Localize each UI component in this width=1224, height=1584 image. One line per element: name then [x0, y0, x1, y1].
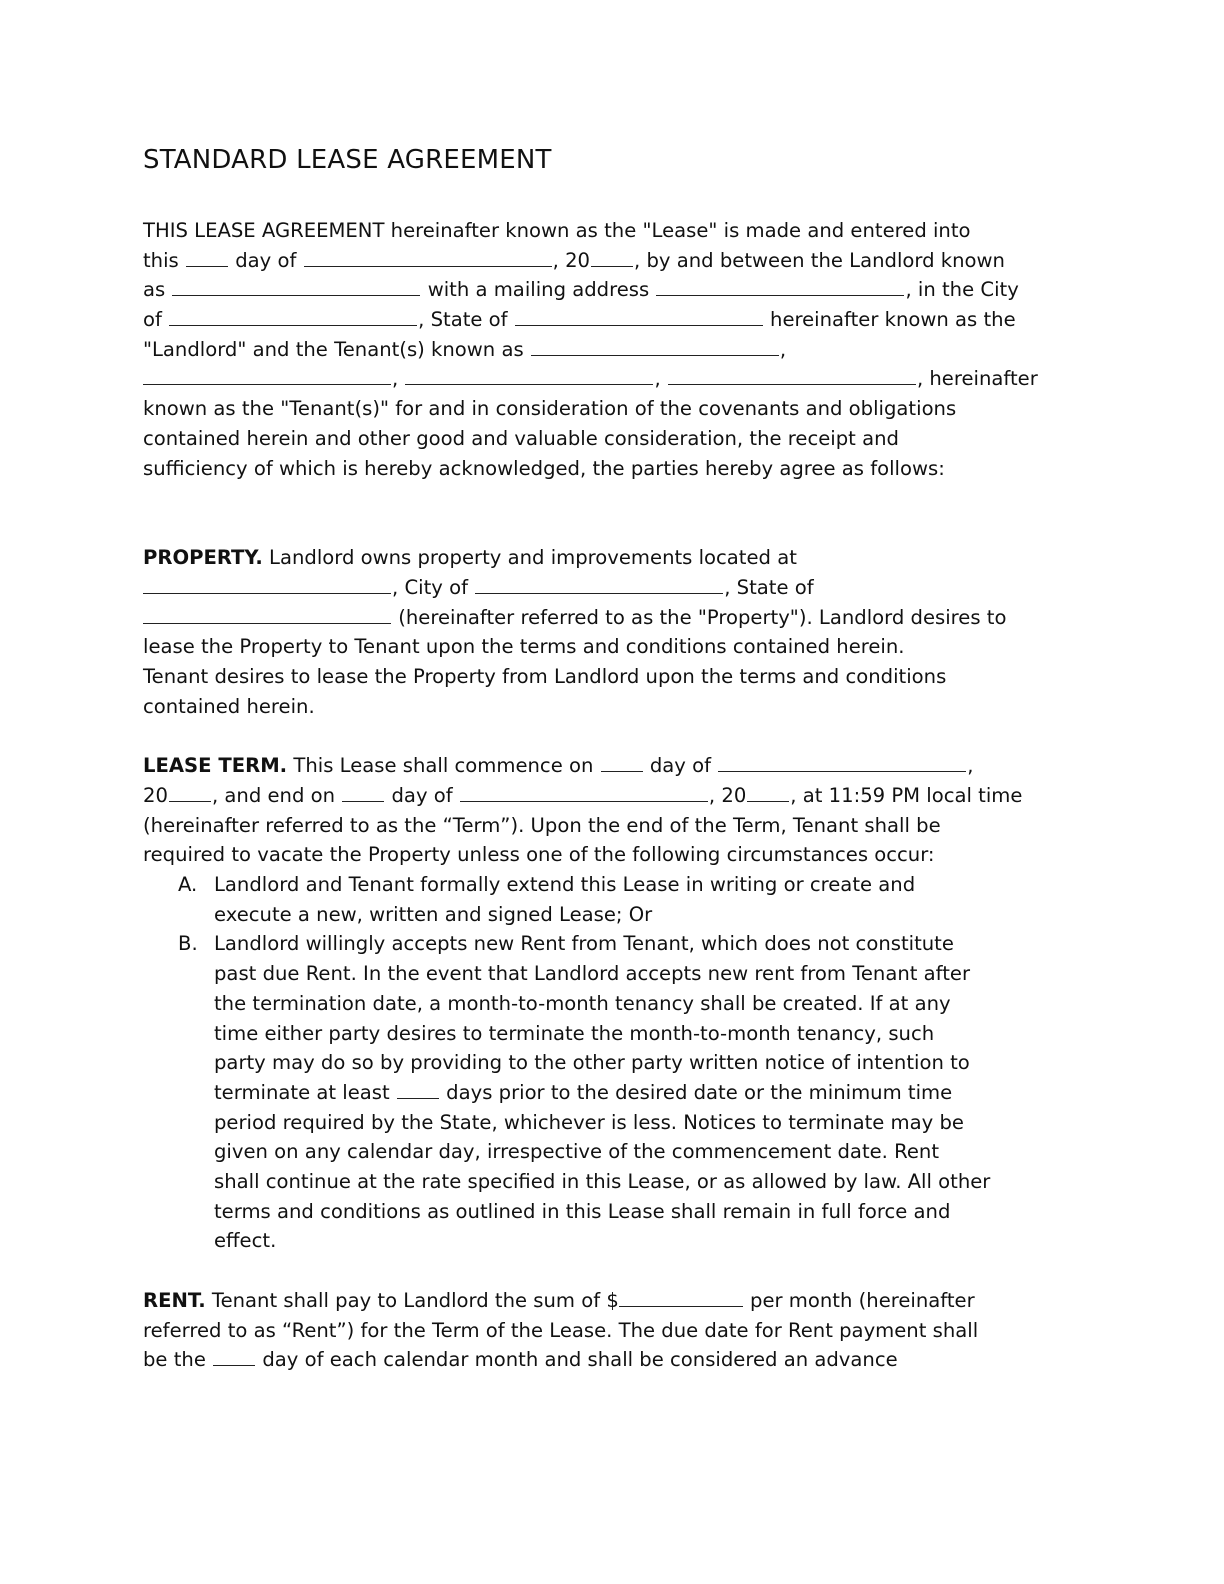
rent-text: per month (hereinafter: [750, 1289, 975, 1312]
intro-text: THIS LEASE AGREEMENT hereinafter known as the "Lease" is made and entered into: [143, 219, 971, 242]
lease-document: [143, 140, 1073, 1375]
end-month-blank[interactable]: [460, 783, 708, 802]
rent-line: [143, 1316, 1073, 1346]
property-line: [143, 632, 1073, 662]
rent-line: [143, 1345, 1073, 1375]
list-item-line: party may do so by providing to the other party written notice of intention to: [214, 1051, 970, 1075]
intro-paragraph: [143, 216, 1073, 483]
list-item: [143, 929, 1073, 1256]
list-item-line: past due Rent. In the event that Landlord accepts new rent from Tenant after: [214, 962, 971, 986]
intro-text: , hereinafter: [916, 367, 1038, 391]
spacer: [143, 721, 1073, 751]
rent-heading: RENT.: [143, 1289, 206, 1312]
lease-term-line: [143, 811, 1073, 841]
intro-line: [143, 424, 1073, 454]
property-line: [143, 662, 1073, 692]
list-item-line: period required by the State, whichever is less. Notices to terminate may be: [214, 1110, 964, 1134]
lease-term-line: [143, 751, 1073, 781]
property-line: [143, 692, 1073, 722]
list-item-text: terminate at least: [214, 1080, 390, 1104]
list-item-line: Landlord willingly accepts new Rent from Tenant, which does not constitute: [214, 932, 954, 956]
list-item: [143, 870, 1073, 929]
end-year-blank[interactable]: [747, 783, 789, 802]
property-text: , State of: [724, 575, 814, 599]
intro-text: ,: [392, 367, 399, 391]
list-marker: B.: [178, 932, 198, 956]
start-year-blank[interactable]: [169, 783, 211, 802]
tenant-name-blank[interactable]: [143, 366, 391, 385]
list-item-line: effect.: [214, 1229, 277, 1253]
rent-text: day of each calendar month and shall be considered an advance: [262, 1348, 898, 1372]
end-day-blank[interactable]: [342, 783, 384, 802]
lease-term-text: , 20: [708, 784, 747, 807]
property-text: Tenant desires to lease the Property from Landlord upon the terms and conditions: [143, 664, 947, 688]
document-title: STANDARD LEASE AGREEMENT: [143, 145, 552, 175]
property-line: [143, 543, 1073, 573]
rent-text: Tenant shall pay to Landlord the sum of $: [205, 1289, 619, 1312]
state-blank[interactable]: [515, 307, 763, 326]
intro-text: this: [143, 248, 179, 272]
intro-text: as: [143, 278, 166, 302]
lease-term-text: (hereinafter referred to as the “Term”). Upon the end of the Term, Tenant shall be: [143, 813, 941, 837]
mailing-address-blank[interactable]: [656, 277, 904, 296]
intro-text: hereinafter known as the: [770, 308, 1016, 332]
property-text: contained herein.: [143, 694, 315, 718]
lease-term-text: This Lease shall commence on: [287, 754, 594, 778]
intro-text: sufficiency of which is hereby acknowledged, the parties hereby agree as follows:: [143, 456, 945, 480]
intro-text: ,: [654, 367, 661, 391]
list-item-line: the termination date, a month-to-month tenancy shall be created. If at any: [214, 991, 951, 1015]
intro-text: , State of: [418, 308, 508, 332]
property-address-blank[interactable]: [143, 575, 391, 594]
lease-term-line: [143, 840, 1073, 870]
list-marker: A.: [178, 873, 198, 897]
lease-term-text: , at 11:59 PM local time: [790, 784, 1023, 807]
intro-line: [143, 305, 1073, 335]
tenant-name-blank[interactable]: [668, 366, 916, 385]
property-text: (hereinafter referred to as the "Property"). Landlord desires to: [392, 605, 1007, 629]
landlord-name-blank[interactable]: [172, 277, 420, 296]
spacer: [143, 1256, 1073, 1286]
start-month-blank[interactable]: [718, 753, 966, 772]
month-blank[interactable]: [304, 248, 552, 267]
rent-text: be the: [143, 1348, 206, 1372]
rent-line: [143, 1286, 1073, 1316]
rent-due-day-blank[interactable]: [213, 1347, 255, 1366]
lease-term-heading: LEASE TERM.: [143, 754, 288, 778]
property-section: [143, 543, 1073, 721]
spacer: [143, 483, 1073, 543]
list-item-line: terms and conditions as outlined in this Lease shall remain in full force and: [214, 1199, 951, 1223]
property-line: [143, 573, 1073, 603]
lease-term-text: ,: [967, 754, 974, 778]
day-blank[interactable]: [186, 248, 228, 267]
intro-line: [143, 216, 1073, 246]
city-blank[interactable]: [169, 307, 417, 326]
intro-text: , by and between the Landlord known: [634, 248, 1005, 272]
lease-term-text: required to vacate the Property unless one of the following circumstances occur:: [143, 843, 935, 867]
property-text: lease the Property to Tenant upon the terms and conditions contained herein.: [143, 635, 905, 659]
property-heading: PROPERTY.: [143, 546, 263, 570]
start-day-blank[interactable]: [601, 753, 643, 772]
intro-line: [143, 335, 1073, 365]
lease-term-text: 20: [143, 784, 168, 807]
list-item-line: [214, 1078, 1073, 1108]
intro-text: ,: [779, 337, 787, 361]
list-item-text: days prior to the desired date or the minimum time: [446, 1080, 953, 1104]
lease-term-text: , and end on: [211, 784, 336, 807]
tenant-name-blank[interactable]: [405, 366, 653, 385]
property-text: , City of: [392, 575, 468, 599]
rent-amount-blank[interactable]: [619, 1288, 743, 1307]
circumstances-list: [143, 870, 1073, 1256]
property-city-blank[interactable]: [475, 575, 723, 594]
rent-section: [143, 1286, 1073, 1375]
lease-term-section: [143, 751, 1073, 1256]
intro-line: [143, 364, 1073, 394]
property-state-blank[interactable]: [143, 605, 391, 624]
tenant-name-blank[interactable]: [531, 337, 779, 356]
intro-text: known as the "Tenant(s)" for and in consideration of the covenants and obligations: [143, 397, 957, 421]
list-item-line: shall continue at the rate specified in this Lease, or as allowed by law. All other: [214, 1169, 991, 1193]
list-item-line: Landlord and Tenant formally extend this Lease in writing or create and: [214, 873, 916, 897]
intro-text: contained herein and other good and valuable consideration, the receipt and: [143, 426, 899, 450]
property-text: Landlord owns property and improvements located at: [262, 546, 797, 570]
intro-line: [143, 275, 1073, 305]
intro-text: , 20: [552, 248, 591, 272]
list-item-line: execute a new, written and signed Lease; Or: [214, 902, 653, 926]
notice-days-blank[interactable]: [397, 1080, 439, 1099]
intro-text: , in the City: [905, 278, 1019, 302]
intro-text: "Landlord" and the Tenant(s) known as: [143, 337, 524, 361]
intro-text: with a mailing address: [427, 278, 650, 302]
rent-text: referred to as “Rent”) for the Term of the Lease. The due date for Rent payment shall: [143, 1318, 979, 1342]
lease-term-text: day of: [649, 754, 712, 778]
lease-term-text: day of: [391, 784, 453, 807]
lease-term-line: [143, 781, 1073, 811]
property-line: [143, 603, 1073, 633]
intro-line: [143, 454, 1073, 484]
list-item-line: time either party desires to terminate the month-to-month tenancy, such: [214, 1021, 935, 1045]
intro-text: day of: [235, 248, 297, 272]
year-blank[interactable]: [591, 248, 633, 267]
intro-line: [143, 246, 1073, 276]
intro-line: [143, 394, 1073, 424]
list-item-line: given on any calendar day, irrespective of the commencement date. Rent: [214, 1140, 940, 1164]
intro-text: of: [143, 308, 162, 332]
